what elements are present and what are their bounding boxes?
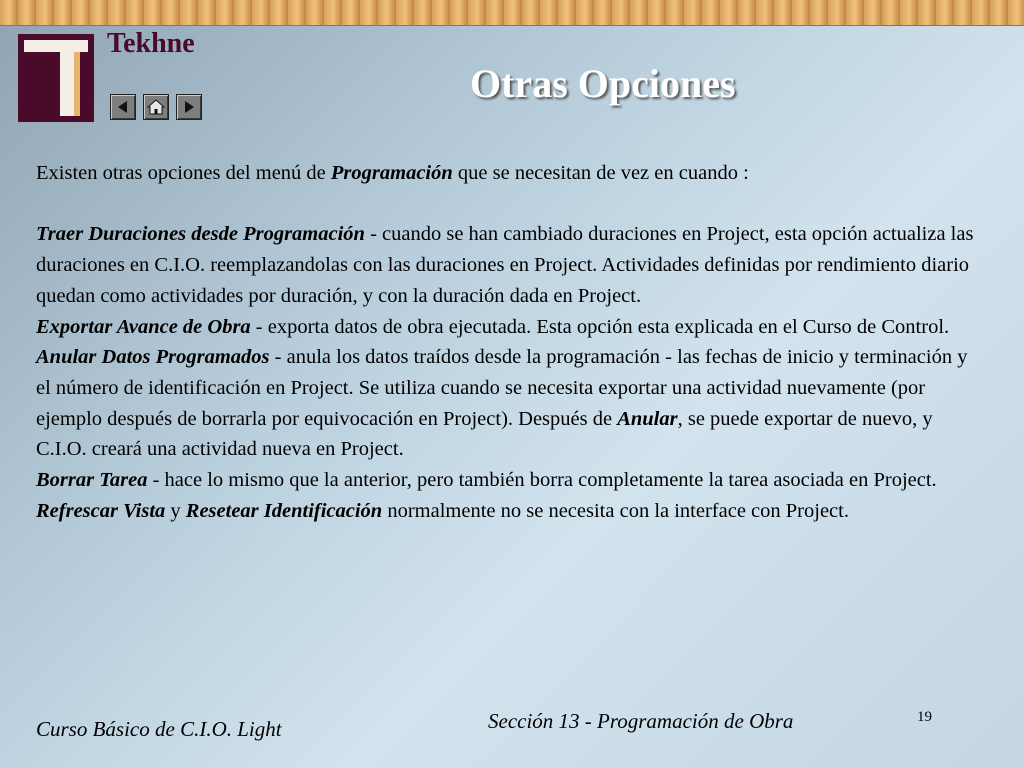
option-refrescar-resetear [36, 496, 981, 527]
option-conjunction: y [165, 499, 186, 522]
option-traer-duraciones [36, 219, 981, 311]
option-exportar-avance [36, 312, 981, 343]
top-decorative-bar [0, 0, 1024, 26]
option-term: Anular Datos Programados [36, 346, 270, 369]
slide-title: Otras Opciones [470, 61, 736, 106]
previous-slide-button[interactable] [110, 94, 136, 120]
option-description: - exporta datos de obra ejecutada. Esta opción esta explicada en el Curso de Control. [250, 315, 950, 338]
intro-emphasis: Programación [330, 162, 453, 184]
home-icon [147, 98, 165, 116]
option-description: normalmente no se necesita con la interface con Project. [382, 499, 849, 522]
triangle-left-icon [115, 99, 131, 115]
brand-name: Tekhne [107, 28, 195, 59]
next-slide-button[interactable] [176, 94, 202, 120]
triangle-right-icon [181, 99, 197, 115]
option-anular-datos [36, 342, 981, 465]
option-description: - hace lo mismo que la anterior, pero también borra completamente la tarea asociada en Project. [147, 469, 937, 492]
page-number: 19 [917, 709, 932, 725]
footer-course: Curso Básico de C.I.O. Light [36, 717, 282, 741]
intro-text: Existen otras opciones del menú de [36, 162, 331, 184]
option-term: Refrescar Vista [36, 499, 166, 522]
option-description: - anula los datos traídos desde la programación - las fechas de inicio y terminación y el número de identificación en Project. Se utiliza cuando se necesita exportar una actividad nuevamente (por ejemplo después de borrarla por equivocación en Project). Después de [36, 346, 968, 430]
option-description: - cuando se han cambiado duraciones en Project, esta opción actualiza las duraciones en C.I.O. reemplazandolas con las duraciones en Project. Actividades definidas por rendimiento diario quedan como actividades por duración, y con la duración dada en Project. [36, 223, 974, 307]
intro-text-end: que se necesitan de vez en cuando : [452, 162, 749, 184]
intro-paragraph [36, 158, 981, 189]
option-borrar-tarea [36, 465, 981, 496]
slide-navigation [110, 94, 202, 120]
tekhne-logo [18, 34, 94, 122]
option-term: Borrar Tarea [36, 469, 148, 492]
footer-section: Sección 13 - Programación de Obra [488, 709, 794, 733]
option-term-2: Resetear Identificación [185, 499, 383, 522]
option-description-end: , se puede exportar de nuevo, y C.I.O. creará una actividad nueva en Project. [36, 407, 933, 461]
slide-body [36, 158, 981, 526]
home-slide-button[interactable] [143, 94, 169, 120]
option-term: Exportar Avance de Obra [36, 315, 251, 338]
option-term: Traer Duraciones desde Programación [36, 223, 365, 246]
option-emphasis: Anular [617, 407, 678, 430]
